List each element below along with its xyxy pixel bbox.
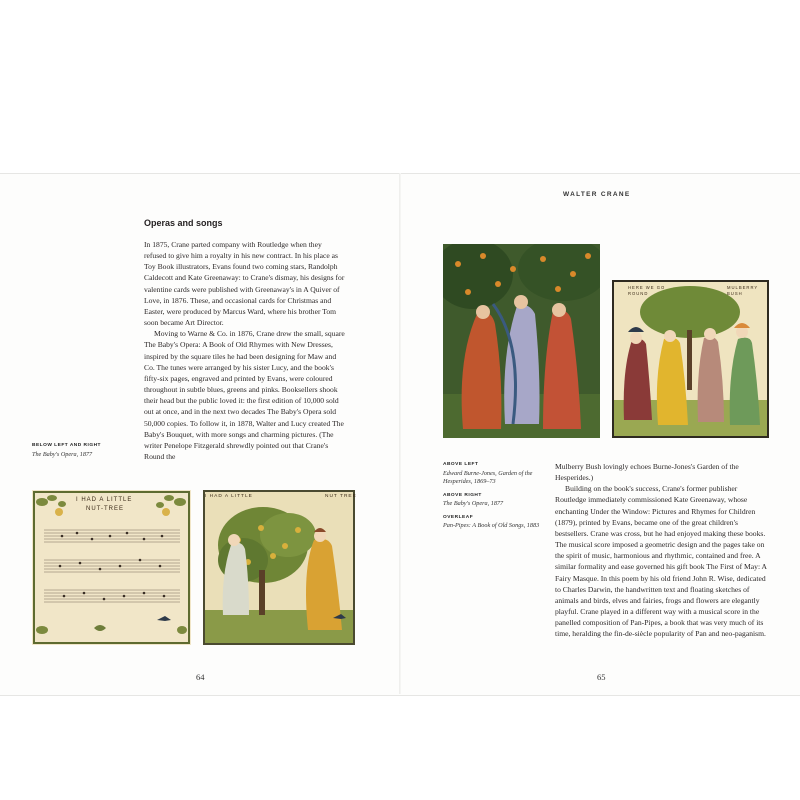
illustration-hesperides bbox=[443, 244, 600, 438]
tree-label-right: NUT TREE bbox=[325, 494, 357, 499]
bush-label-left: HERE WE GO ROUND bbox=[628, 285, 666, 296]
illustration-mulberry-bush bbox=[612, 280, 769, 438]
tree-label-left: I HAD A LITTLE bbox=[205, 494, 253, 499]
caption-text: Pan-Pipes: A Book of Old Songs, 1883 bbox=[443, 522, 540, 529]
left-caption bbox=[32, 442, 127, 464]
left-paragraph-1: In 1875, Crane parted company with Routledge when they refused to give him a royalty in his new contract. In his place as Toy Book illustrators, Evans found two coming stars, Randolph Caldecott and Kate Greenaway: to Crane's dismay, his designs for valentine cards were published with Greenaway's in A Quiver of Love, in 1876. These, and occasional cards for Christmas and Easter, were produced by Marcus Ward, where his brother Tom soon became Art Director. bbox=[144, 240, 345, 328]
running-head: WALTER CRANE bbox=[563, 191, 631, 198]
caption-text: The Baby's Opera, 1877 bbox=[443, 500, 504, 507]
right-paragraph-1: Mulberry Bush lovingly echoes Burne-Jones's Garden of the Hesperides.) bbox=[555, 462, 739, 483]
illustration-nut-tree bbox=[203, 490, 355, 645]
score-title-1: I HAD A LITTLE bbox=[76, 497, 133, 503]
right-captions bbox=[443, 461, 543, 536]
caption-text: The Baby's Opera, 1877 bbox=[32, 450, 93, 458]
page-number-left: 64 bbox=[196, 672, 205, 682]
caption-label: OVERLEAF bbox=[443, 514, 474, 520]
caption-label: BELOW LEFT AND RIGHT bbox=[32, 443, 101, 448]
left-body-column bbox=[144, 239, 346, 462]
score-title-2: NUT-TREE bbox=[86, 506, 124, 512]
right-body-column bbox=[555, 461, 767, 640]
book-gutter bbox=[399, 173, 401, 694]
caption-label: ABOVE LEFT bbox=[443, 462, 479, 467]
illustration-score bbox=[32, 490, 191, 645]
section-heading: Operas and songs bbox=[144, 218, 223, 228]
bush-label-right: MULBERRY BUSH bbox=[727, 285, 759, 296]
caption-label: ABOVE RIGHT bbox=[443, 492, 482, 498]
page-number-right: 65 bbox=[597, 672, 606, 682]
left-paragraph-2: Moving to Warne & Co. in 1876, Crane drew the small, square The Baby's Opera: A Book of Old Rhymes with New Dresses, inspired by the square tiles he had been designing for Maw and Co. The tunes were arranged by his sister Lucy, and the book's fifty-six pages, engraved and printed by Evans, were coloured throughout in subtle blues, greens and pinks. Booksellers shook their head but the public loved it: the first edition of 10,000 sold out at once, and in the next two decades The Baby's Opera sold 50,000 copies. To follow it, in 1878, Walter and Lucy created The Baby's Bouquet, with more songs and charming pictures. (The writer Penelope Fitzgerald shrewdly pointed out that Crane's Round the bbox=[144, 329, 345, 461]
caption-text: Edward Burne-Jones, Garden of the Hesperides, 1869–73 bbox=[443, 469, 533, 485]
right-paragraph-2: Building on the book's success, Crane's former publisher Routledge immediately commissioned Kate Greenaway, whose enchanting Under the Window: Pictures and Rhymes for Children (1879), printed by Evans, became one of the great children's bestsellers. Crane was cross, but he had enjoyed making these books. The musical score imposed a geometric design and the pages take on the spirit of music, harmonious and rhythmic, contained and free. A similar formality and ease governed his gift book The First of May: A Fairy Masque. In this poem by his old friend John R. Wise, dedicated to Charles Darwin, the handwritten text and floating sketches of animals and birds, elves and fairies, frogs and flowers are elegantly playful. Crane played in a different way with a musical score in the panelled composition of Pan-Pipes, a book that was very much of its time, heralding the fin-de-siècle popularity of Pan and neo-paganism. bbox=[555, 484, 767, 639]
